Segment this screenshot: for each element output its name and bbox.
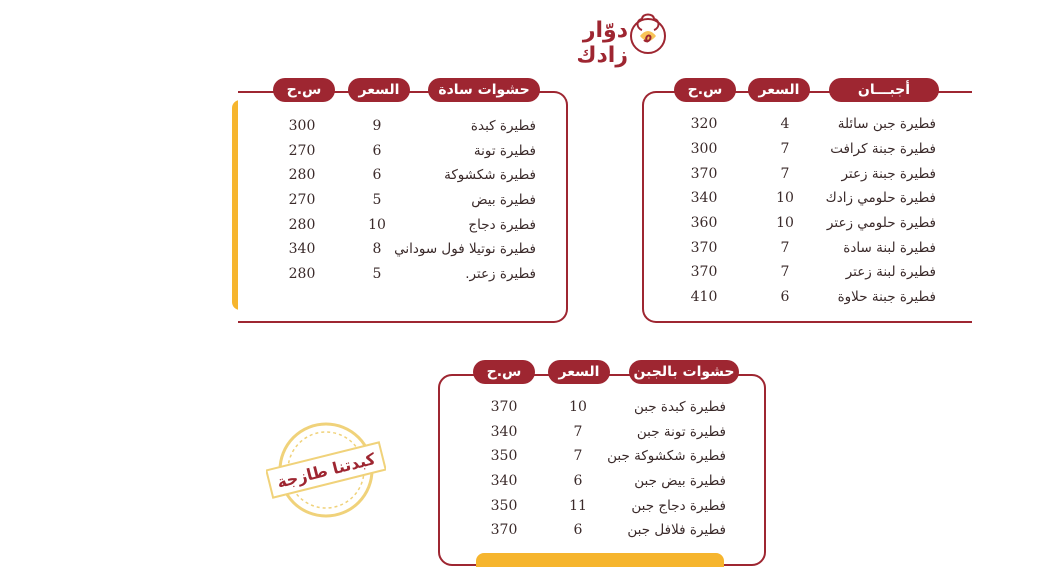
- plain-title: حشوات سادة: [428, 78, 540, 102]
- item-currency-value: 270: [288, 143, 316, 159]
- item-price: 5: [372, 192, 382, 208]
- with-cheese-currency-header: س.ح: [473, 360, 535, 384]
- list-item: [660, 215, 936, 239]
- item-price: 6: [573, 522, 583, 538]
- item-currency-value: 340: [690, 190, 718, 206]
- list-item: [262, 167, 536, 191]
- list-item: [262, 217, 536, 241]
- list-item: [660, 141, 936, 165]
- item-price: 9: [372, 118, 382, 134]
- item-currency-value: 270: [288, 192, 316, 208]
- item-price: 10: [569, 399, 587, 415]
- item-name: فطيرة بيض جبن: [634, 473, 726, 489]
- item-name: فطيرة حلومي زعتر: [826, 215, 936, 231]
- item-price: 5: [372, 266, 382, 282]
- item-name: فطيرة كبدة جبن: [633, 399, 726, 415]
- item-currency-value: 340: [288, 241, 316, 257]
- item-price: 10: [776, 190, 794, 206]
- item-name: فطيرة دجاج: [468, 217, 536, 233]
- fresh-liver-stamp: [266, 420, 386, 520]
- item-price: 8: [372, 241, 382, 257]
- item-name: فطيرة دجاج جبن: [631, 498, 726, 514]
- item-currency-value: 300: [690, 141, 718, 157]
- list-item: [660, 116, 936, 140]
- list-item: [464, 498, 726, 522]
- stamp-text: كبدتنا طازجة: [274, 449, 378, 492]
- item-currency-value: 280: [288, 167, 316, 183]
- item-price: 7: [780, 240, 790, 256]
- item-currency-value: 370: [690, 166, 718, 182]
- item-currency-value: 410: [690, 289, 718, 305]
- item-name: فطيرة فلافل جبن: [627, 522, 726, 538]
- item-price: 6: [573, 473, 583, 489]
- item-name: فطيرة كبدة: [470, 118, 536, 134]
- cheeses-currency-header: س.ح: [674, 78, 736, 102]
- plain-currency-header: س.ح: [273, 78, 335, 102]
- list-item: [464, 473, 726, 497]
- list-item: [464, 399, 726, 423]
- item-name: فطيرة جبنة حلاوة: [837, 289, 936, 305]
- item-name: فطيرة حلومي زادك: [825, 190, 936, 206]
- item-price: 10: [776, 215, 794, 231]
- item-price: 6: [372, 143, 382, 159]
- item-currency-value: 370: [690, 264, 718, 280]
- item-name: فطيرة جبنة كرافت: [830, 141, 936, 157]
- with-cheese-price-header: السعر: [548, 360, 610, 384]
- list-item: [660, 240, 936, 264]
- item-price: 7: [780, 166, 790, 182]
- item-currency-value: 300: [288, 118, 316, 134]
- list-item: [262, 241, 536, 265]
- chef-hat-icon: [618, 0, 678, 60]
- item-name: فطيرة جبن سائلة: [837, 116, 936, 132]
- item-currency-value: 370: [490, 522, 518, 538]
- list-item: [660, 264, 936, 288]
- list-item: [464, 522, 726, 546]
- brand-name: دوّار زادك: [576, 18, 628, 68]
- list-item: [464, 424, 726, 448]
- item-name: فطيرة نوتيلا فول سوداني: [394, 241, 536, 257]
- list-item: [262, 143, 536, 167]
- list-item: [262, 118, 536, 142]
- item-name: فطيرة جبنة زعتر: [841, 166, 936, 182]
- list-item: [660, 190, 936, 214]
- item-currency-value: 280: [288, 266, 316, 282]
- cheeses-price-header: السعر: [748, 78, 810, 102]
- list-item: [262, 192, 536, 216]
- item-name: فطيرة شكشوكة: [444, 167, 536, 183]
- with-cheese-accent-strip: [476, 553, 724, 567]
- item-price: 4: [780, 116, 790, 132]
- item-price: 7: [780, 264, 790, 280]
- item-price: 6: [780, 289, 790, 305]
- item-price: 6: [372, 167, 382, 183]
- item-price: 11: [569, 498, 587, 514]
- item-price: 10: [368, 217, 386, 233]
- list-item: [262, 266, 536, 290]
- brand-logo: [528, 0, 678, 68]
- item-name: فطيرة لبنة سادة: [843, 240, 936, 256]
- item-currency-value: 280: [288, 217, 316, 233]
- item-name: فطيرة تونة جبن: [636, 424, 726, 440]
- cheeses-list: [660, 116, 936, 316]
- item-price: 7: [573, 448, 583, 464]
- list-item: [660, 166, 936, 190]
- item-currency-value: 370: [690, 240, 718, 256]
- item-name: فطيرة شكشوكة جبن: [607, 448, 726, 464]
- with-cheese-list: [464, 399, 726, 549]
- item-name: فطيرة بيض: [471, 192, 536, 208]
- item-name: فطيرة لبنة زعتر: [845, 264, 936, 280]
- with-cheese-title: حشوات بالجبن: [629, 360, 739, 384]
- item-currency-value: 350: [490, 448, 518, 464]
- item-price: 7: [780, 141, 790, 157]
- item-currency-value: 370: [490, 399, 518, 415]
- plain-list: [262, 118, 536, 298]
- plain-price-header: السعر: [348, 78, 410, 102]
- item-currency-value: 340: [490, 473, 518, 489]
- item-price: 7: [573, 424, 583, 440]
- item-name: فطيرة تونة: [473, 143, 536, 159]
- cheeses-title: أجبـــان: [829, 78, 939, 102]
- item-name: فطيرة زعتر.: [465, 266, 536, 282]
- list-item: [464, 448, 726, 472]
- item-currency-value: 320: [690, 116, 718, 132]
- item-currency-value: 340: [490, 424, 518, 440]
- item-currency-value: 350: [490, 498, 518, 514]
- item-currency-value: 360: [690, 215, 718, 231]
- list-item: [660, 289, 936, 313]
